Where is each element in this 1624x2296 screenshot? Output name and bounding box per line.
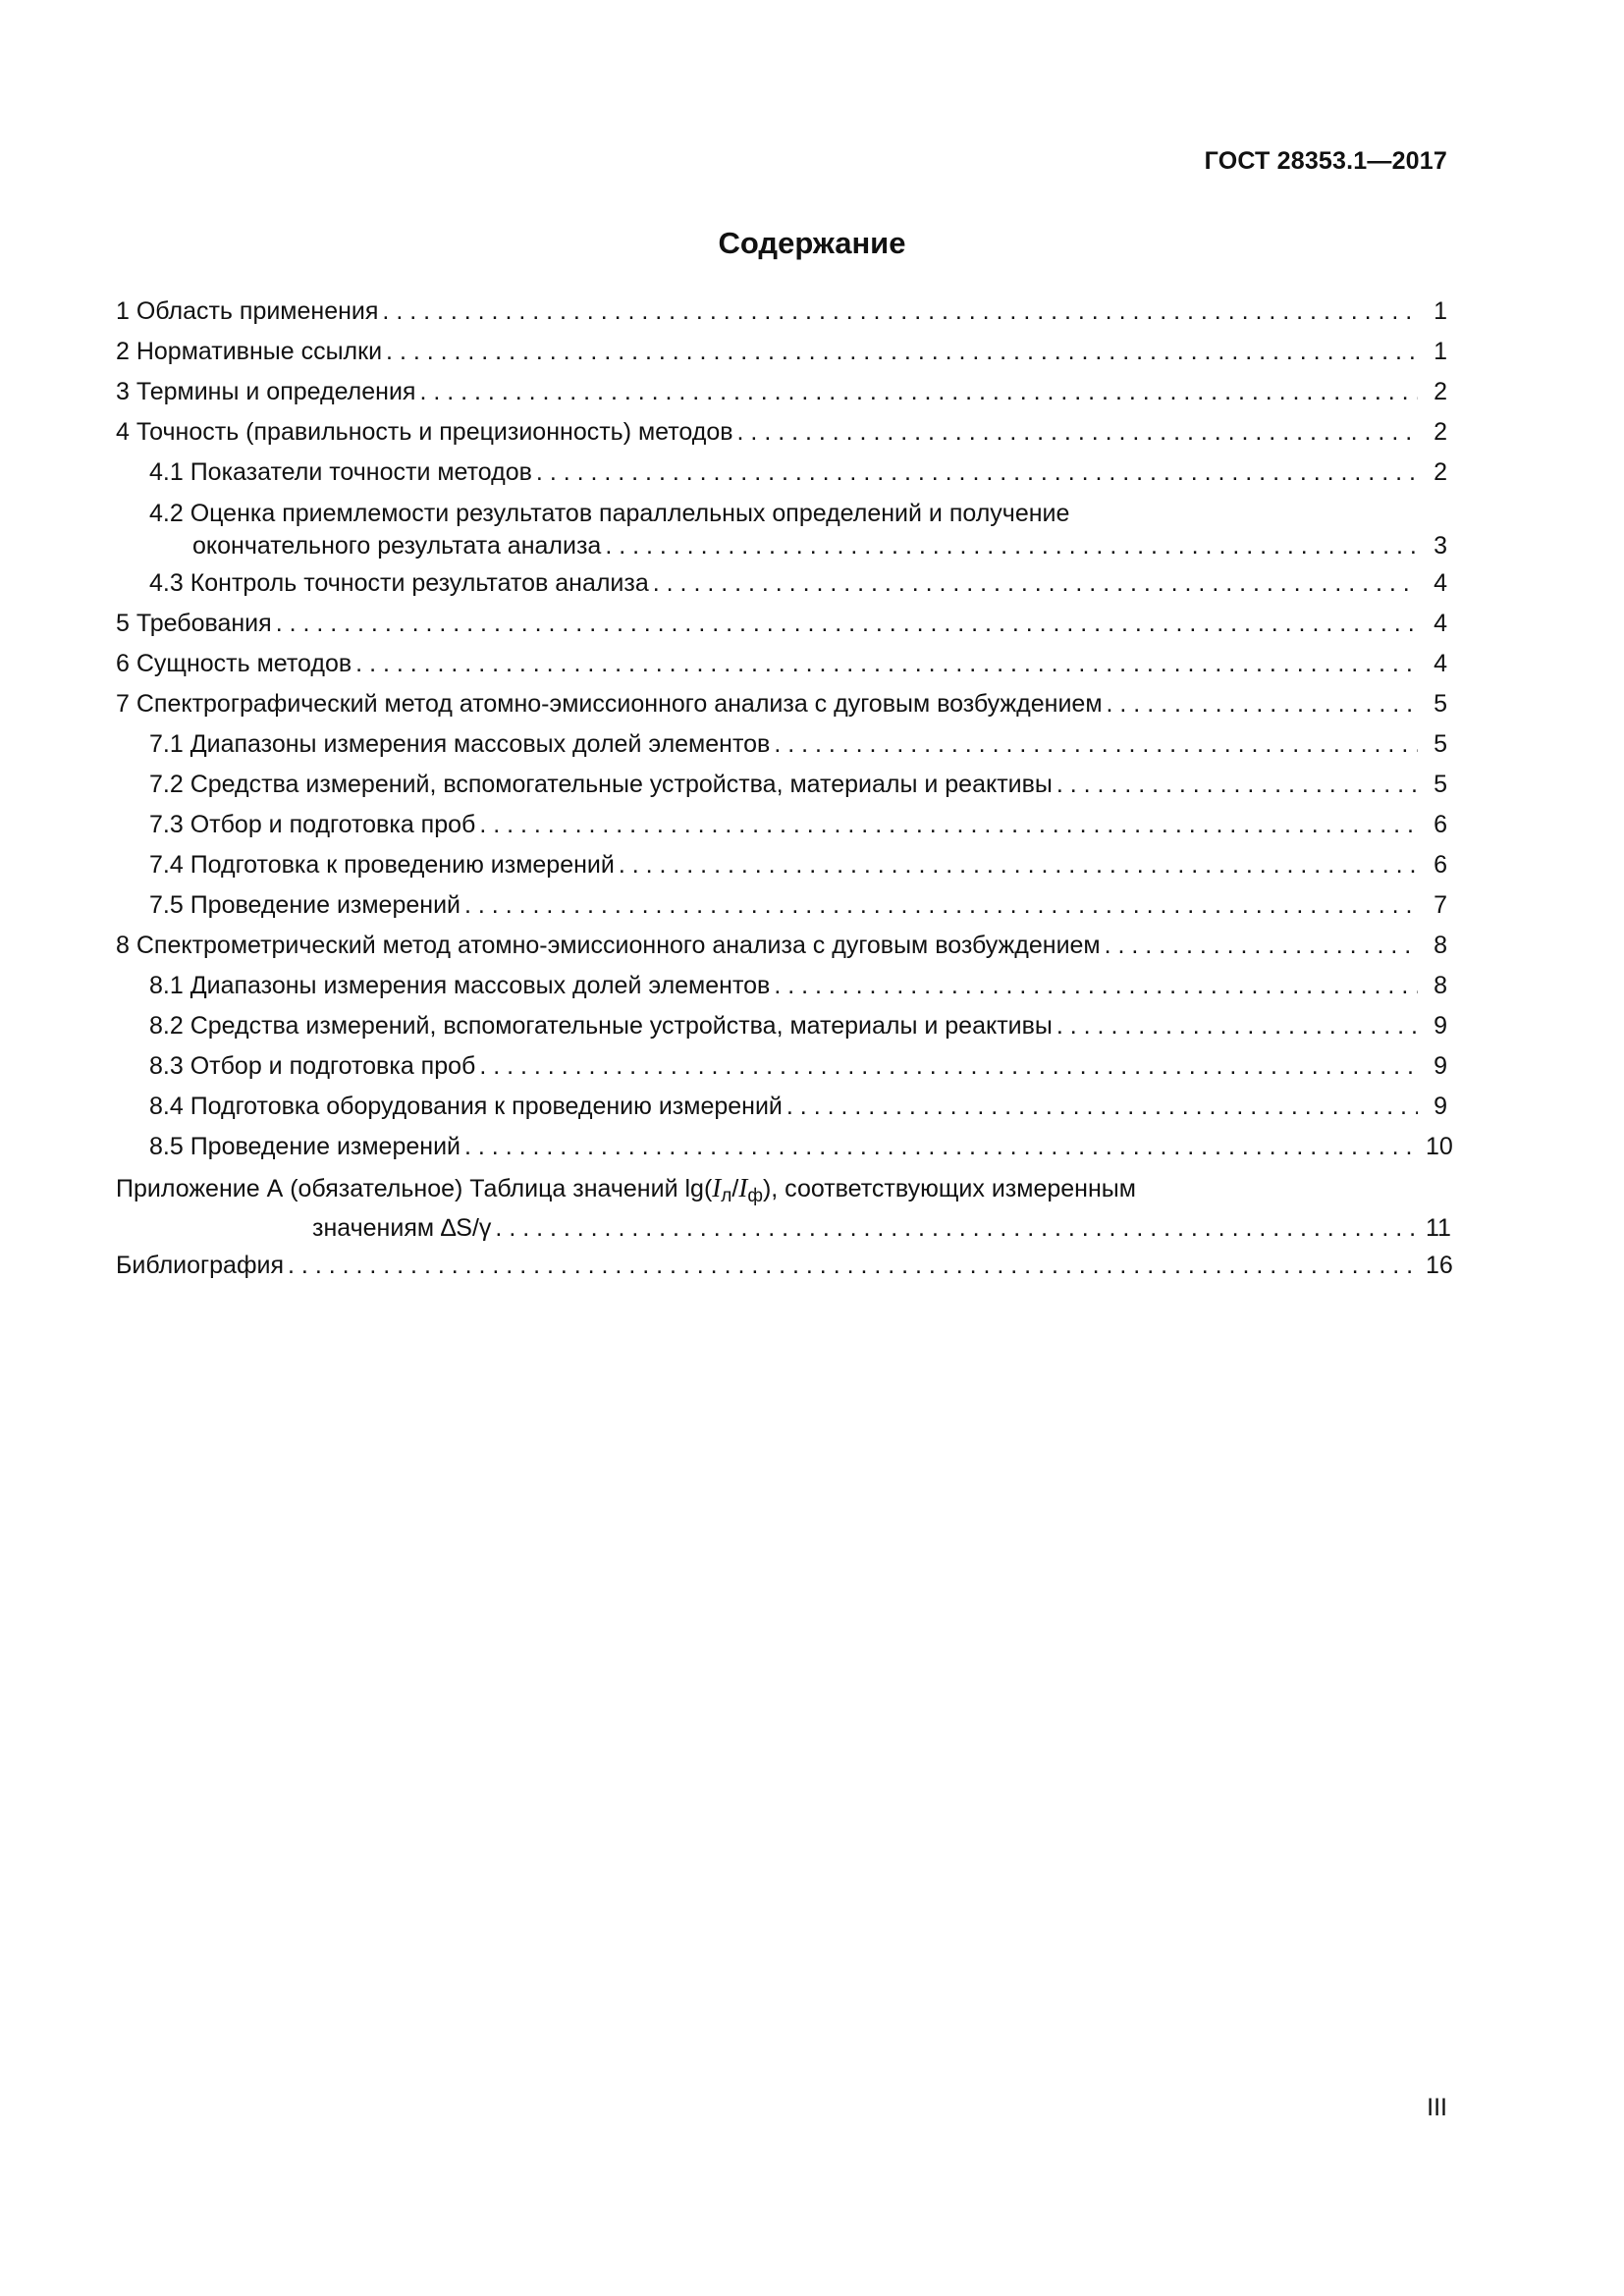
- toc-page-number: 8: [1434, 932, 1447, 959]
- toc-entry-2[interactable]: [116, 332, 1447, 372]
- toc-entry-text: 7.1 Диапазоны измерения массовых долей элементов: [149, 730, 771, 758]
- dot-leader: [605, 529, 1418, 563]
- page-title: Содержание: [718, 226, 906, 260]
- dot-leader: [495, 1211, 1418, 1246]
- toc-entry-text: 8.1 Диапазоны измерения массовых долей элементов: [149, 972, 771, 999]
- toc-entry-text: 8.4 Подготовка оборудования к проведению измерений: [149, 1093, 783, 1120]
- subscript-line: л: [721, 1186, 732, 1206]
- toc-entry-text-continued: значениям ∆S/γ: [312, 1214, 492, 1242]
- toc-entry-text: 7.4 Подготовка к проведению измерений: [149, 851, 615, 879]
- toc-page-number: 5: [1434, 771, 1447, 798]
- toc-entry-8[interactable]: [116, 926, 1447, 966]
- appendix-title-prefix: Приложение А (обязательное) Таблица значений lg(: [116, 1175, 713, 1202]
- dot-leader: [619, 845, 1418, 885]
- toc-page-number: 10: [1426, 1133, 1453, 1160]
- dot-leader: [1056, 765, 1418, 805]
- toc-entry-1[interactable]: [116, 292, 1447, 332]
- toc-page-number: 16: [1426, 1252, 1453, 1279]
- toc-entry-7-1[interactable]: [116, 724, 1447, 765]
- toc-page-number: 4: [1434, 569, 1447, 597]
- toc-entry-6[interactable]: [116, 644, 1447, 684]
- dot-leader: [479, 1046, 1418, 1087]
- toc-entry-text: 1 Область применения: [116, 297, 379, 325]
- symbol-intensity-line: I: [712, 1173, 722, 1202]
- dot-leader: [464, 1127, 1418, 1167]
- toc-entry-7-3[interactable]: [116, 805, 1447, 845]
- dot-leader: [737, 412, 1418, 453]
- toc-entry-text: 8 Спектрометрический метод атомно-эмиссионного анализа с дуговым возбуждением: [116, 932, 1101, 959]
- toc-entry-5[interactable]: [116, 604, 1447, 644]
- toc-entry-text: 8.2 Средства измерений, вспомогательные устройства, материалы и реактивы: [149, 1012, 1053, 1040]
- toc-entry-text: 7.3 Отбор и подготовка проб: [149, 811, 476, 838]
- toc-entry-bibliography[interactable]: [116, 1246, 1453, 1286]
- dot-leader: [786, 1087, 1418, 1127]
- toc-entry-7-5[interactable]: [116, 885, 1447, 926]
- dot-leader: [653, 563, 1418, 604]
- dot-leader: [1107, 684, 1418, 724]
- toc-entry-text: 3 Термины и определения: [116, 378, 416, 405]
- toc-entry-7[interactable]: [116, 684, 1447, 724]
- fraction-slash: /: [731, 1175, 739, 1202]
- toc-entry-text: 8.3 Отбор и подготовка проб: [149, 1052, 476, 1080]
- toc-entry-text-continued: окончательного результата анализа: [192, 532, 602, 560]
- toc-entry-4-3[interactable]: [116, 563, 1447, 604]
- toc-entry-text: Библиография: [116, 1252, 285, 1279]
- dot-leader: [276, 604, 1418, 644]
- toc-entry-8-4[interactable]: [116, 1087, 1447, 1127]
- toc-entry-text: [116, 1167, 1447, 1211]
- toc-entry-text: 4.3 Контроль точности результатов анализа: [149, 569, 649, 597]
- toc-entry-8-2[interactable]: [116, 1006, 1447, 1046]
- toc-entry-4[interactable]: [116, 412, 1447, 453]
- dot-leader: [464, 885, 1418, 926]
- toc-entry-8-5[interactable]: [116, 1127, 1453, 1167]
- dot-leader: [355, 644, 1418, 684]
- toc-page-number: 6: [1434, 851, 1447, 879]
- toc-entry-text: 4.2 Оценка приемлемости результатов параллельных определений и получение: [149, 500, 1070, 527]
- toc-page-number: 7: [1434, 891, 1447, 919]
- dot-leader: [382, 292, 1418, 332]
- toc-entry-7-2[interactable]: [116, 765, 1447, 805]
- dot-leader: [1105, 926, 1418, 966]
- dot-leader: [774, 724, 1418, 765]
- subscript-background: ф: [747, 1186, 763, 1206]
- toc-page-number: 2: [1434, 418, 1447, 446]
- toc-entry-3[interactable]: [116, 372, 1447, 412]
- toc-page-number: 9: [1434, 1093, 1447, 1120]
- dot-leader: [419, 372, 1418, 412]
- toc-page-number: 4: [1434, 610, 1447, 637]
- toc-entry-8-3[interactable]: [116, 1046, 1447, 1087]
- toc-entry-text: 5 Требования: [116, 610, 272, 637]
- standard-id: ГОСТ 28353.1—2017: [1204, 147, 1447, 175]
- table-of-contents: [116, 292, 1453, 1286]
- toc-page-number: 5: [1434, 690, 1447, 718]
- toc-page-number: 1: [1434, 297, 1447, 325]
- toc-page-number: 6: [1434, 811, 1447, 838]
- dot-leader: [479, 805, 1418, 845]
- dot-leader: [774, 966, 1418, 1006]
- toc-entry-text: 4.1 Показатели точности методов: [149, 458, 532, 486]
- dot-leader: [288, 1246, 1418, 1286]
- toc-page-number: 1: [1434, 338, 1447, 365]
- dot-leader: [386, 332, 1418, 372]
- page-folio: III: [1427, 2094, 1447, 2121]
- toc-entry-text: 4 Точность (правильность и прецизионность) методов: [116, 418, 733, 446]
- toc-entry-4-1[interactable]: [116, 453, 1447, 493]
- toc-page-number: 4: [1434, 650, 1447, 677]
- toc-page-number: 2: [1434, 378, 1447, 405]
- toc-entry-text: 8.5 Проведение измерений: [149, 1133, 461, 1160]
- toc-entry-8-1[interactable]: [116, 966, 1447, 1006]
- toc-page-number: 8: [1434, 972, 1447, 999]
- toc-page-number: 5: [1434, 730, 1447, 758]
- toc-entry-text: 7.2 Средства измерений, вспомогательные устройства, материалы и реактивы: [149, 771, 1053, 798]
- toc-page-number: 2: [1434, 458, 1447, 486]
- dot-leader: [536, 453, 1418, 493]
- toc-entry-7-4[interactable]: [116, 845, 1447, 885]
- dot-leader: [1056, 1006, 1418, 1046]
- toc-page-number: 3: [1434, 532, 1447, 560]
- toc-page-number: 9: [1434, 1052, 1447, 1080]
- toc-entry-text: 6 Сущность методов: [116, 650, 352, 677]
- appendix-title-suffix: ), соответствующих измеренным: [762, 1175, 1136, 1202]
- toc-entry-text: 7 Спектрографический метод атомно-эмиссионного анализа с дуговым возбуждением: [116, 690, 1103, 718]
- toc-page-number: 11: [1426, 1214, 1451, 1242]
- toc-entry-appendix-a[interactable]: [116, 1167, 1451, 1246]
- toc-entry-text: 2 Нормативные ссылки: [116, 338, 383, 365]
- toc-page-number: 9: [1434, 1012, 1447, 1040]
- toc-entry-4-2[interactable]: [116, 493, 1447, 563]
- symbol-intensity-background: I: [738, 1173, 748, 1202]
- toc-entry-text: 7.5 Проведение измерений: [149, 891, 461, 919]
